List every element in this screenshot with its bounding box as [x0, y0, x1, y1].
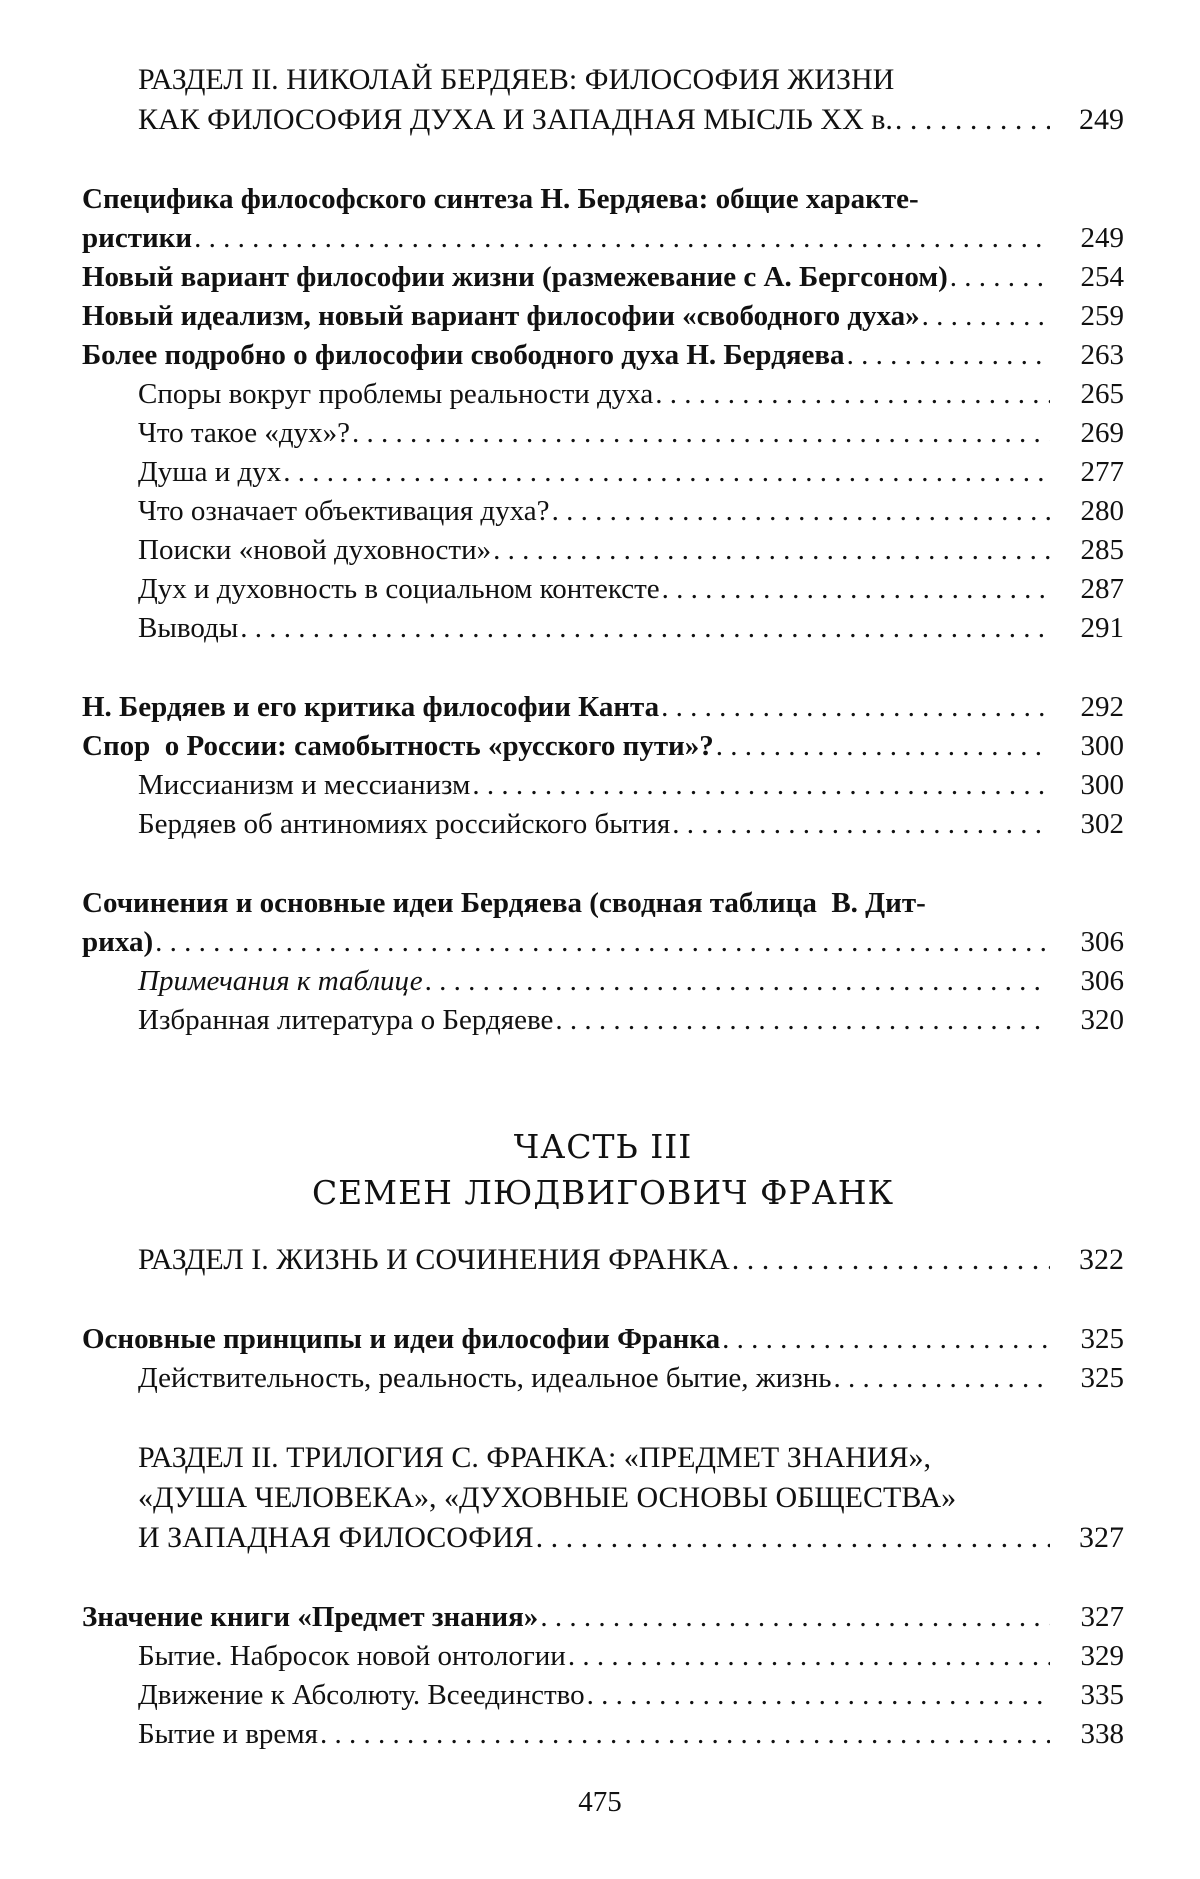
entry-title: Примечания к таблице [138, 965, 423, 997]
dot-leader [552, 492, 1050, 531]
toc-entry-wrapped [82, 884, 1124, 923]
entry-title: Бердяев об антиномиях российского бытия [138, 808, 671, 840]
page-number: 254 [1080, 261, 1124, 293]
section-heading-line: РАЗДЕЛ II. ТРИЛОГИЯ С. ФРАНКА: «ПРЕДМЕТ ЗНАНИЯ», [138, 1441, 931, 1474]
dot-leader [155, 923, 1050, 962]
dot-leader [472, 766, 1050, 805]
toc-subentry [82, 453, 1124, 492]
entry-title: Бытие и время [138, 1718, 318, 1750]
entry-title: Выводы [138, 612, 239, 644]
dot-leader [833, 1359, 1050, 1398]
toc-subentry [82, 609, 1124, 648]
entry-title: Что такое «дух»? [138, 417, 351, 449]
entry-title: ристики [82, 222, 193, 254]
page-number: 249 [1080, 222, 1124, 254]
page-number: 325 [1080, 1323, 1124, 1355]
toc-entry [82, 258, 1124, 297]
dot-leader [493, 531, 1050, 570]
toc-subentry [82, 531, 1124, 570]
toc-entry [82, 100, 1124, 140]
toc-entry [82, 297, 1124, 336]
dot-leader [352, 414, 1050, 453]
entry-title: Спор о России: самобытность «русского пути»? [82, 730, 714, 762]
toc-entry [82, 1598, 1124, 1637]
toc-entry [82, 923, 1124, 962]
page-number: 327 [1080, 1601, 1124, 1633]
entry-title: риха) [82, 926, 154, 958]
dot-leader [847, 336, 1050, 375]
dot-leader [555, 1001, 1050, 1040]
dot-leader [922, 297, 1050, 336]
entry-title: Движение к Абсолюту. Всеединство [138, 1679, 585, 1711]
dot-leader [587, 1676, 1050, 1715]
entry-title: Значение книги «Предмет знания» [82, 1601, 539, 1633]
dot-leader [722, 1320, 1050, 1359]
dot-leader [240, 609, 1050, 648]
toc-section-entry [82, 1518, 1124, 1558]
dot-leader [655, 375, 1050, 414]
section-heading-line: РАЗДЕЛ II. НИКОЛАЙ БЕРДЯЕВ: ФИЛОСОФИЯ ЖИЗНИ [138, 63, 895, 96]
entry-title: КАК ФИЛОСОФИЯ ДУХА И ЗАПАДНАЯ МЫСЛЬ XX в. [138, 103, 893, 136]
entry-title: И ЗАПАДНАЯ ФИЛОСОФИЯ [138, 1521, 534, 1554]
part-heading [82, 1124, 1124, 1216]
page-number: 300 [1080, 769, 1124, 801]
dot-leader [540, 1598, 1050, 1637]
dot-leader [950, 258, 1050, 297]
dot-leader [536, 1518, 1050, 1558]
entry-title: Н. Бердяев и его критика философии Канта [82, 691, 660, 723]
dot-leader [283, 453, 1050, 492]
toc-entry [82, 1320, 1124, 1359]
toc-subentry [82, 1676, 1124, 1715]
toc-subentry [82, 375, 1124, 414]
toc-subentry [82, 962, 1124, 1001]
toc-subentry [82, 492, 1124, 531]
toc-subentry [82, 414, 1124, 453]
entry-title: Новый идеализм, новый вариант философии «свободного духа» [82, 300, 920, 332]
toc-subentry [82, 1637, 1124, 1676]
entry-title: Новый вариант философии жизни (размежевание с А. Бергсоном) [82, 261, 948, 293]
dot-leader [194, 219, 1050, 258]
page-number: 263 [1080, 339, 1124, 371]
page-number: 306 [1080, 965, 1124, 997]
section-heading-berdyaev-2 [82, 60, 1124, 100]
dot-leader [320, 1715, 1050, 1754]
page-number: 259 [1080, 300, 1124, 332]
dot-leader [568, 1637, 1050, 1676]
section-heading-frank-2 [82, 1438, 1124, 1518]
page-number: 322 [1079, 1243, 1124, 1276]
dot-leader [662, 570, 1050, 609]
toc-entry [82, 219, 1124, 258]
toc-entry [82, 727, 1124, 766]
page-number: 287 [1080, 573, 1124, 605]
toc-entry [82, 688, 1124, 727]
entry-title: Основные принципы и идеи философии Франка [82, 1323, 721, 1355]
dot-leader [425, 962, 1050, 1001]
toc-entry [82, 336, 1124, 375]
toc-subentry [82, 1359, 1124, 1398]
page-number: 280 [1080, 495, 1124, 527]
toc-subentry [82, 766, 1124, 805]
toc-entry-wrapped [82, 180, 1124, 219]
part-number: ЧАСТЬ III [513, 1127, 693, 1166]
entry-title-line: Специфика философского синтеза Н. Бердяева: общие характе- [82, 183, 919, 215]
part-author: СЕМЕН ЛЮДВИГОВИЧ ФРАНК [311, 1173, 895, 1212]
page-number: 277 [1080, 456, 1124, 488]
page-number: 302 [1080, 808, 1124, 840]
entry-title: РАЗДЕЛ I. ЖИЗНЬ И СОЧИНЕНИЯ ФРАНКА [138, 1243, 730, 1276]
page-number: 300 [1080, 730, 1124, 762]
page-number: 265 [1080, 378, 1124, 410]
toc-subentry [82, 805, 1124, 844]
dot-leader [895, 100, 1050, 140]
section-heading-line: «ДУША ЧЕЛОВЕКА», «ДУХОВНЫЕ ОСНОВЫ ОБЩЕСТВА» [138, 1481, 957, 1514]
page-folio-number: 475 [578, 1786, 622, 1818]
page-number: 335 [1080, 1679, 1124, 1711]
page-number: 320 [1080, 1004, 1124, 1036]
entry-title: Душа и дух [138, 456, 282, 488]
toc-page [82, 60, 1124, 1754]
toc-section-entry [82, 1240, 1124, 1280]
dot-leader [716, 727, 1050, 766]
entry-title: Дух и духовность в социальном контексте [138, 573, 660, 605]
toc-subentry [82, 1001, 1124, 1040]
page-number: 291 [1080, 612, 1124, 644]
entry-title: Что означает объективация духа? [138, 495, 550, 527]
page-number: 285 [1080, 534, 1124, 566]
toc-subentry [82, 570, 1124, 609]
page-number: 269 [1080, 417, 1124, 449]
entry-title: Более подробно о философии свободного духа Н. Бердяева [82, 339, 845, 371]
page-number: 327 [1079, 1521, 1124, 1554]
page-number: 329 [1080, 1640, 1124, 1672]
page-number: 325 [1080, 1362, 1124, 1394]
entry-title: Действительность, реальность, идеальное бытие, жизнь [138, 1362, 832, 1394]
dot-leader [732, 1240, 1050, 1280]
dot-leader [661, 688, 1050, 727]
page-number: 338 [1080, 1718, 1124, 1750]
page-number: 306 [1080, 926, 1124, 958]
page-number: 292 [1080, 691, 1124, 723]
entry-title: Миссианизм и мессианизм [138, 769, 471, 801]
entry-title: Избранная литература о Бердяеве [138, 1004, 554, 1036]
page-number: 249 [1079, 103, 1124, 136]
entry-title-line: Сочинения и основные идеи Бердяева (сводная таблица В. Дит- [82, 887, 926, 919]
entry-title: Поиски «новой духовности» [138, 534, 492, 566]
toc-subentry [82, 1715, 1124, 1754]
entry-title: Бытие. Набросок новой онтологии [138, 1640, 566, 1672]
dot-leader [672, 805, 1050, 844]
entry-title: Споры вокруг проблемы реальности духа [138, 378, 654, 410]
